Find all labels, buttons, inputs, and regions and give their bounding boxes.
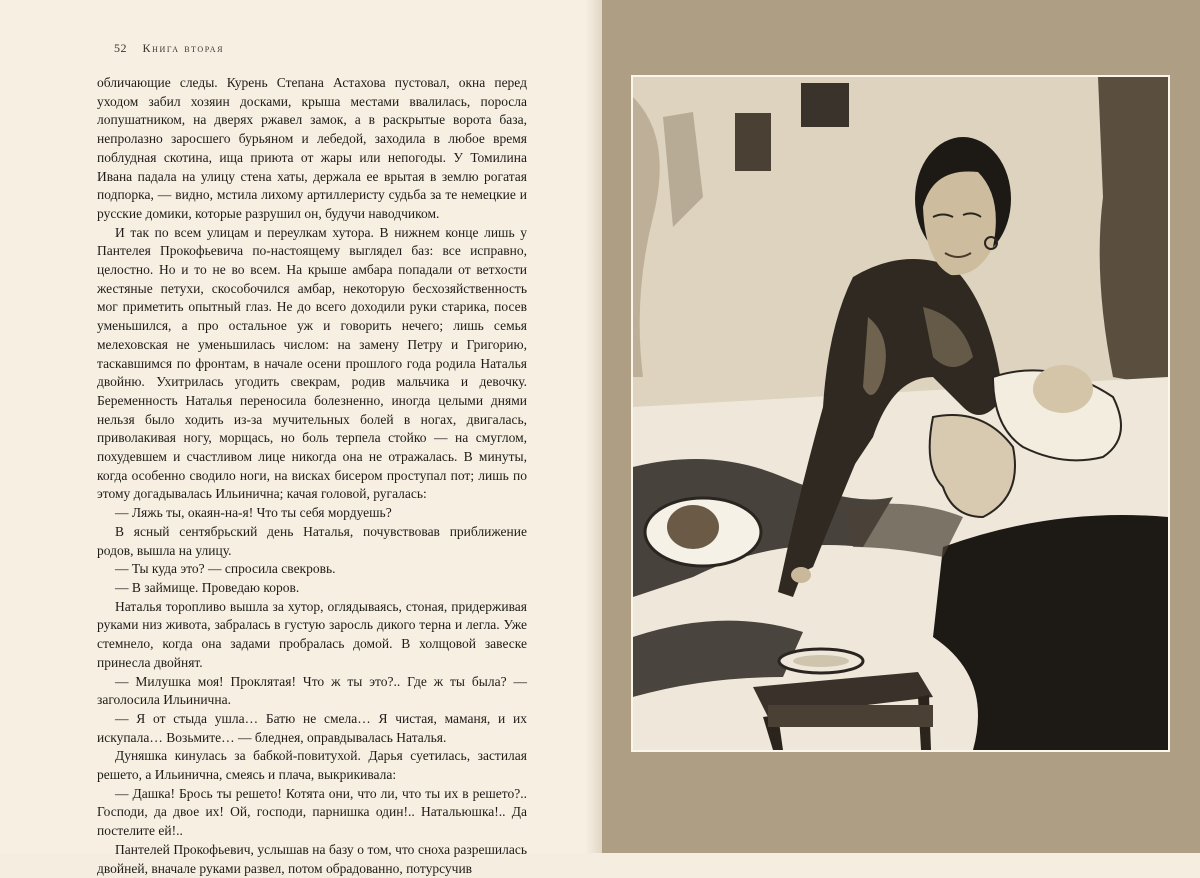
mother-with-twins-illustration (633, 77, 1168, 750)
baby-head-left (667, 505, 719, 549)
book-title: Книга вторая (142, 41, 225, 55)
body-text (97, 74, 527, 878)
paragraph: — Ляжь ты, окаян-на-я! Что ты себя мордуешь? (115, 505, 392, 521)
wall-shadow (1098, 77, 1168, 387)
paragraph: В ясный сентябрьский день Наталья, почувствовав приближение родов, вышла на улицу. (97, 523, 527, 558)
paragraph: Дуняшка кинулась за бабкой-повитухой. Дарья суетилась, застилая решето, а Ильинична, смеясь и плача, выкрикивала: (97, 748, 527, 783)
paragraph: — Я от стыда ушла… Батю не смела… Я чистая, маманя, и их искупала… Возьмите… — бледнея, оправдывалась Наталья. (97, 710, 527, 745)
paragraph: обличающие следы. Курень Степана Астахова пустовал, окна перед уходом забил хозяин досками, крыша местами ввалилась, поросла лопушатником, на дверях ржавел замок, а в раскрытые ворота база, непролазно заросшего бурьяном и лебедой, заходила в любое время поблудная скотина, ища приюта от жары или непогоды. У Томилина Ивана падала на улицу стена хаты, держала ее врытая в землю рогатая подпорка, — видно, мстила лихому артиллеристу судьба за те немецкие и русские домики, которые разрушил он, будучи наводчиком. (97, 75, 527, 221)
wall-picture (735, 113, 771, 171)
stool-apron (768, 705, 933, 727)
illustration-plate (631, 75, 1170, 752)
page-number: 52 (114, 41, 127, 55)
paragraph: — Дашка! Брось ты решето! Котята они, что ли, что ты их в решето?.. Господи, да двое их! Ой, господи, парнишка один!.. Натальюшка!.. Да постелите ей!.. (97, 785, 527, 839)
mother-hand (791, 567, 811, 583)
baby-head-right (1033, 365, 1093, 413)
wall-picture (801, 83, 849, 127)
paragraph: — Ты куда это? — спросила свекровь. (115, 561, 336, 577)
running-head (114, 41, 224, 59)
paragraph: — Милушка моя! Проклятая! Что ж ты это?.. Где ж ты была? — заголосила Ильинична. (97, 673, 527, 708)
bowl-inner (793, 655, 849, 667)
paragraph: И так по всем улицам и переулкам хутора. В нижнем конце лишь у Пантелея Прокофьевича по-настоящему выглядел баз: все исправно, целостно. Но и то не во всем. На крыше амбара попадали от ветхости жестяные петухи, скособочился амбар, некоторую бесхозяйственность мог приметить опытный глаз. Не до всего доходили руки старика, посев уменьшился, а про остальное уж и говорить нечего; лишь семья мелеховская не уменьшилась числом: на замену Петру и Григорию, таскавшимся по фронтам, в начале осени прошлого года родила Наталья двойню. Ухитрилась угодить свекрам, родив мальчика и девочку. Беременность Наталья переносила болезненно, иногда целыми днями нельзя было ходить из-за мучительных болей в ногах, двигалась, приволакивая ногу, морщась, но боль терпела стойко — на смуглом, похудевшем и счастливом лице никогда она не отражалась. В минуты, когда особенно сводило ноги, на висках бисером проступал пот; лишь по этому догадывалась Ильинична; качая головой, ругалась: (97, 224, 527, 502)
paragraph: Пантелей Прокофьевич, услышав на базу о том, что сноха разрешилась двойней, вначале руками развел, потом обрадованно, потурсучив (97, 841, 527, 876)
paragraph: Наталья торопливо вышла за хутор, оглядываясь, стоная, придерживая руками низ живота, забралась в густую заросль дикого терна и легла. Уже стемнело, когда она задами пробралась домой. В холщовой завеске принесла двойнят. (97, 598, 527, 670)
paragraph: — В займище. Проведаю коров. (115, 579, 300, 595)
